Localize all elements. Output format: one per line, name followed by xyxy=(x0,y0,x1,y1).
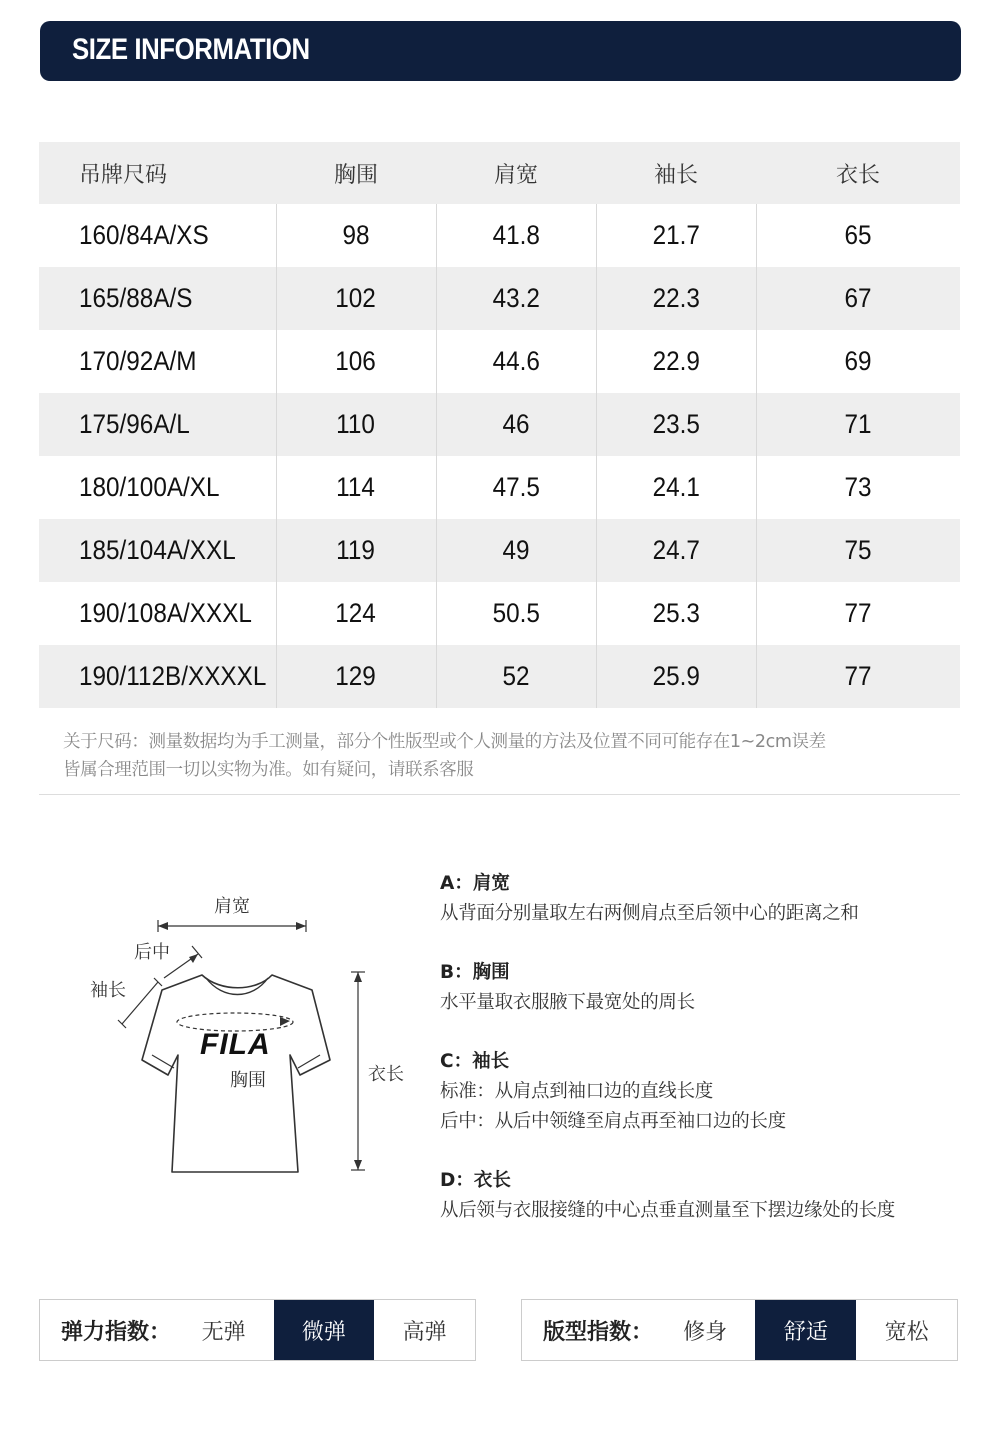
table-cell xyxy=(39,456,276,519)
fit-option: 舒适 xyxy=(755,1300,856,1360)
definition-line: 水平量取衣服腋下最宽处的周长 xyxy=(440,992,695,1013)
measurement-note xyxy=(63,728,963,784)
table-cell xyxy=(276,330,436,393)
cell-value: 44.6 xyxy=(492,346,540,376)
definition-title: C：袖长 xyxy=(440,1051,510,1072)
table-cell xyxy=(756,330,960,393)
cell-value: 75 xyxy=(844,535,872,565)
table-cell xyxy=(436,330,596,393)
table-cell xyxy=(276,456,436,519)
table-cell xyxy=(756,582,960,645)
table-cell xyxy=(756,204,960,267)
table-cell xyxy=(596,330,756,393)
table-row xyxy=(39,519,960,582)
cell-value: 52 xyxy=(502,661,530,691)
table-cell xyxy=(596,204,756,267)
cell-value: 73 xyxy=(844,472,872,502)
cell-value: 23.5 xyxy=(652,409,700,439)
cell-value: 110 xyxy=(336,409,376,439)
cell-value: 124 xyxy=(335,598,377,628)
cell-value: 114 xyxy=(336,472,376,502)
cell-value: 65 xyxy=(844,220,872,250)
cell-value: 175/96A/L xyxy=(79,409,190,439)
table-cell xyxy=(436,393,596,456)
table-row xyxy=(39,393,960,456)
cell-value: 129 xyxy=(335,661,377,691)
cell-value: 106 xyxy=(335,346,377,376)
banner-title: SIZE INFORMATION xyxy=(72,33,310,66)
table-cell xyxy=(39,267,276,330)
cell-value: 160/84A/XS xyxy=(79,220,209,250)
header-sleeve: 袖长 xyxy=(596,142,756,204)
definition-block xyxy=(440,869,980,929)
table-cell xyxy=(276,204,436,267)
measurement-definitions xyxy=(440,869,980,1255)
table-row xyxy=(39,204,960,267)
header-length: 衣长 xyxy=(756,142,960,204)
table-cell xyxy=(756,519,960,582)
fit-index xyxy=(521,1299,958,1361)
cell-value: 50.5 xyxy=(492,598,540,628)
table-cell xyxy=(39,393,276,456)
table-cell xyxy=(596,393,756,456)
cell-value: 71 xyxy=(844,409,872,439)
size-table xyxy=(39,142,960,708)
cell-value: 22.3 xyxy=(652,283,700,313)
fit-option: 修身 xyxy=(683,1319,728,1345)
fila-logo: FILA xyxy=(200,1028,271,1061)
cell-value: 180/100A/XL xyxy=(79,472,220,502)
table-cell xyxy=(276,519,436,582)
back-center-label: 后中 xyxy=(134,942,170,963)
table-cell xyxy=(596,645,756,708)
table-cell xyxy=(756,393,960,456)
header-tag-size: 吊牌尺码 xyxy=(39,142,276,204)
cell-value: 24.1 xyxy=(652,472,700,502)
definition-line: 从背面分别量取左右两侧肩点至后领中心的距离之和 xyxy=(440,903,859,924)
cell-value: 25.3 xyxy=(652,598,700,628)
table-row xyxy=(39,267,960,330)
cell-value: 119 xyxy=(336,535,376,565)
table-cell xyxy=(39,330,276,393)
chest-label: 胸围 xyxy=(230,1070,266,1091)
table-cell xyxy=(436,267,596,330)
cell-value: 46 xyxy=(502,409,530,439)
elasticity-index xyxy=(39,1299,476,1361)
fit-option: 宽松 xyxy=(884,1319,929,1345)
elasticity-label: 弹力指数： xyxy=(61,1319,172,1345)
table-row xyxy=(39,330,960,393)
table-cell xyxy=(436,456,596,519)
cell-value: 25.9 xyxy=(652,661,700,691)
table-cell xyxy=(596,519,756,582)
note-line-2: 皆属合理范围一切以实物为准。如有疑问，请联系客服 xyxy=(63,760,474,780)
cell-value: 41.8 xyxy=(492,220,540,250)
cell-value: 98 xyxy=(342,220,370,250)
definition-title: B：胸围 xyxy=(440,962,510,983)
table-cell xyxy=(596,456,756,519)
table-cell xyxy=(436,582,596,645)
cell-value: 190/112B/XXXXL xyxy=(79,661,267,691)
cell-value: 165/88A/S xyxy=(79,283,193,313)
cell-value: 77 xyxy=(844,598,872,628)
table-cell xyxy=(756,456,960,519)
cell-value: 47.5 xyxy=(492,472,540,502)
definition-title: D：衣长 xyxy=(440,1170,511,1191)
elasticity-option: 高弹 xyxy=(402,1319,447,1345)
table-cell xyxy=(276,645,436,708)
table-cell xyxy=(756,267,960,330)
table-cell xyxy=(436,645,596,708)
table-row xyxy=(39,456,960,519)
divider xyxy=(39,794,960,795)
table-cell xyxy=(276,267,436,330)
table-header-row xyxy=(39,142,960,204)
table-row xyxy=(39,645,960,708)
cell-value: 21.7 xyxy=(652,220,700,250)
definition-line: 后中：从后中领缝至肩点再至袖口边的长度 xyxy=(440,1111,786,1132)
note-line-1: 关于尺码：测量数据均为手工测量，部分个性版型或个人测量的方法及位置不同可能存在1~2cm误差 xyxy=(63,732,826,752)
cell-value: 24.7 xyxy=(652,535,700,565)
cell-value: 170/92A/M xyxy=(79,346,197,376)
definition-block xyxy=(440,1166,980,1226)
table-cell xyxy=(39,645,276,708)
header-chest: 胸围 xyxy=(276,142,436,204)
table-cell xyxy=(436,519,596,582)
table-cell xyxy=(596,582,756,645)
cell-value: 22.9 xyxy=(652,346,700,376)
table-row xyxy=(39,582,960,645)
table-cell xyxy=(436,204,596,267)
size-info-banner xyxy=(40,21,961,81)
header-shoulder: 肩宽 xyxy=(436,142,596,204)
table-cell xyxy=(39,204,276,267)
table-cell xyxy=(596,267,756,330)
elasticity-option: 无弹 xyxy=(201,1319,246,1345)
elasticity-option: 微弹 xyxy=(274,1300,375,1360)
sleeve-label: 袖长 xyxy=(90,980,126,1001)
table-cell xyxy=(276,393,436,456)
tshirt-diagram xyxy=(80,880,420,1190)
cell-value: 77 xyxy=(844,661,872,691)
cell-value: 185/104A/XXL xyxy=(79,535,236,565)
cell-value: 43.2 xyxy=(492,283,540,313)
definition-block xyxy=(440,958,980,1018)
shoulder-label: 肩宽 xyxy=(214,896,250,917)
definition-block xyxy=(440,1047,980,1137)
length-label: 衣长 xyxy=(368,1064,404,1085)
cell-value: 190/108A/XXXL xyxy=(79,598,252,628)
cell-value: 49 xyxy=(502,535,530,565)
table-cell xyxy=(756,645,960,708)
cell-value: 102 xyxy=(335,283,377,313)
definition-line: 从后领与衣服接缝的中心点垂直测量至下摆边缘处的长度 xyxy=(440,1200,896,1221)
table-cell xyxy=(39,582,276,645)
fit-label: 版型指数： xyxy=(543,1319,654,1345)
definition-title: A：肩宽 xyxy=(440,873,510,894)
table-cell xyxy=(276,582,436,645)
table-cell xyxy=(39,519,276,582)
cell-value: 67 xyxy=(844,283,872,313)
definition-line: 标准：从肩点到袖口边的直线长度 xyxy=(440,1081,714,1102)
cell-value: 69 xyxy=(844,346,872,376)
